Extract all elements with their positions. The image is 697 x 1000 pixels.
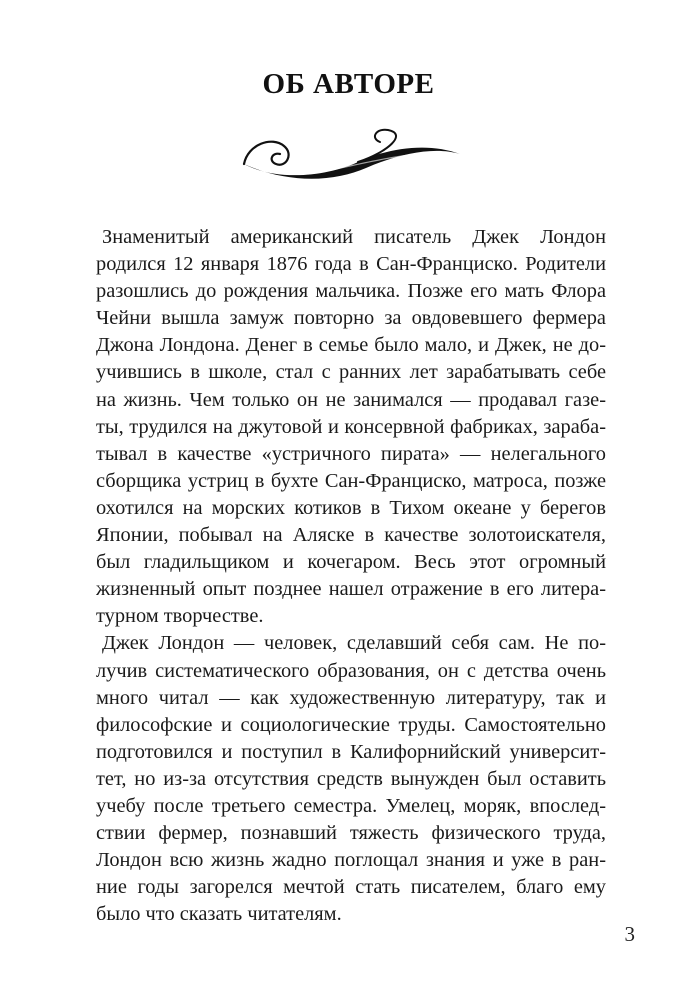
text-line: тывал в качестве «устричного пирата» — нелегального	[96, 442, 606, 465]
text-line: турном творчестве.	[96, 605, 264, 628]
text-line: ствии фермер, познавший тяжесть физического труда,	[96, 822, 606, 845]
text-line: Лондон всю жизнь жадно поглощал знания и уже в ран-	[96, 849, 606, 872]
text-line: учебу после третьего семестра. Умелец, моряк, впослед-	[96, 794, 606, 817]
text-line: ты, трудился на джутовой и консервной фабриках, зараба-	[96, 415, 606, 438]
text-line: разошлись до рождения мальчика. Позже его мать Флора	[96, 280, 606, 303]
text-line: охотился на морских котиков в Тихом океане у берегов	[96, 496, 606, 519]
body-text	[96, 224, 606, 928]
text-line: Знаменитый американский писатель Джек Лондон	[102, 226, 606, 248]
text-line: было что сказать читателям.	[96, 903, 342, 926]
text-line: учившись в школе, стал с ранних лет зарабатывать себе	[96, 361, 606, 384]
text-line: Джек Лондон — человек, сделавший себя сам. Не по-	[102, 632, 606, 655]
page-title: ОБ АВТОРЕ	[262, 68, 435, 100]
text-line: Чейни вышла замуж повторно за овдовевшего фермера	[96, 307, 606, 330]
text-line: родился 12 января 1876 года в Сан-Франциско. Родители	[96, 253, 606, 276]
text-line: Японии, побывал на Аляске в качестве золотоискателя,	[96, 524, 606, 547]
text-line: подготовился и поступил в Калифорнийский университ-	[96, 740, 606, 763]
text-line: лучив систематического образования, он с детства очень	[96, 659, 606, 682]
text-line: на жизнь. Чем только он не занимался — продавал газе-	[96, 388, 606, 411]
text-line: был гладильщиком и кочегаром. Весь этот огромный	[96, 551, 606, 574]
text-line: много читал — как художественную литературу, так и	[96, 686, 606, 709]
text-line: сборщика устриц в бухте Сан-Франциско, матроса, позже	[96, 469, 606, 492]
paragraph-2	[96, 630, 606, 928]
flourish-divider-icon	[238, 124, 464, 186]
text-line: жизненный опыт позднее нашел отражение в его литера-	[96, 578, 606, 601]
text-line: философские и социологические труды. Самостоятельно	[96, 713, 606, 736]
text-line: ние годы загорелся мечтой стать писателем, благо ему	[96, 876, 606, 899]
text-line: тет, но из-за отсутствия средств вынужден был оставить	[96, 767, 606, 790]
page-number: 3	[624, 922, 635, 946]
text-line: Джона Лондона. Денег в семье было мало, и Джек, не до-	[96, 334, 606, 357]
paragraph-1	[96, 224, 606, 630]
